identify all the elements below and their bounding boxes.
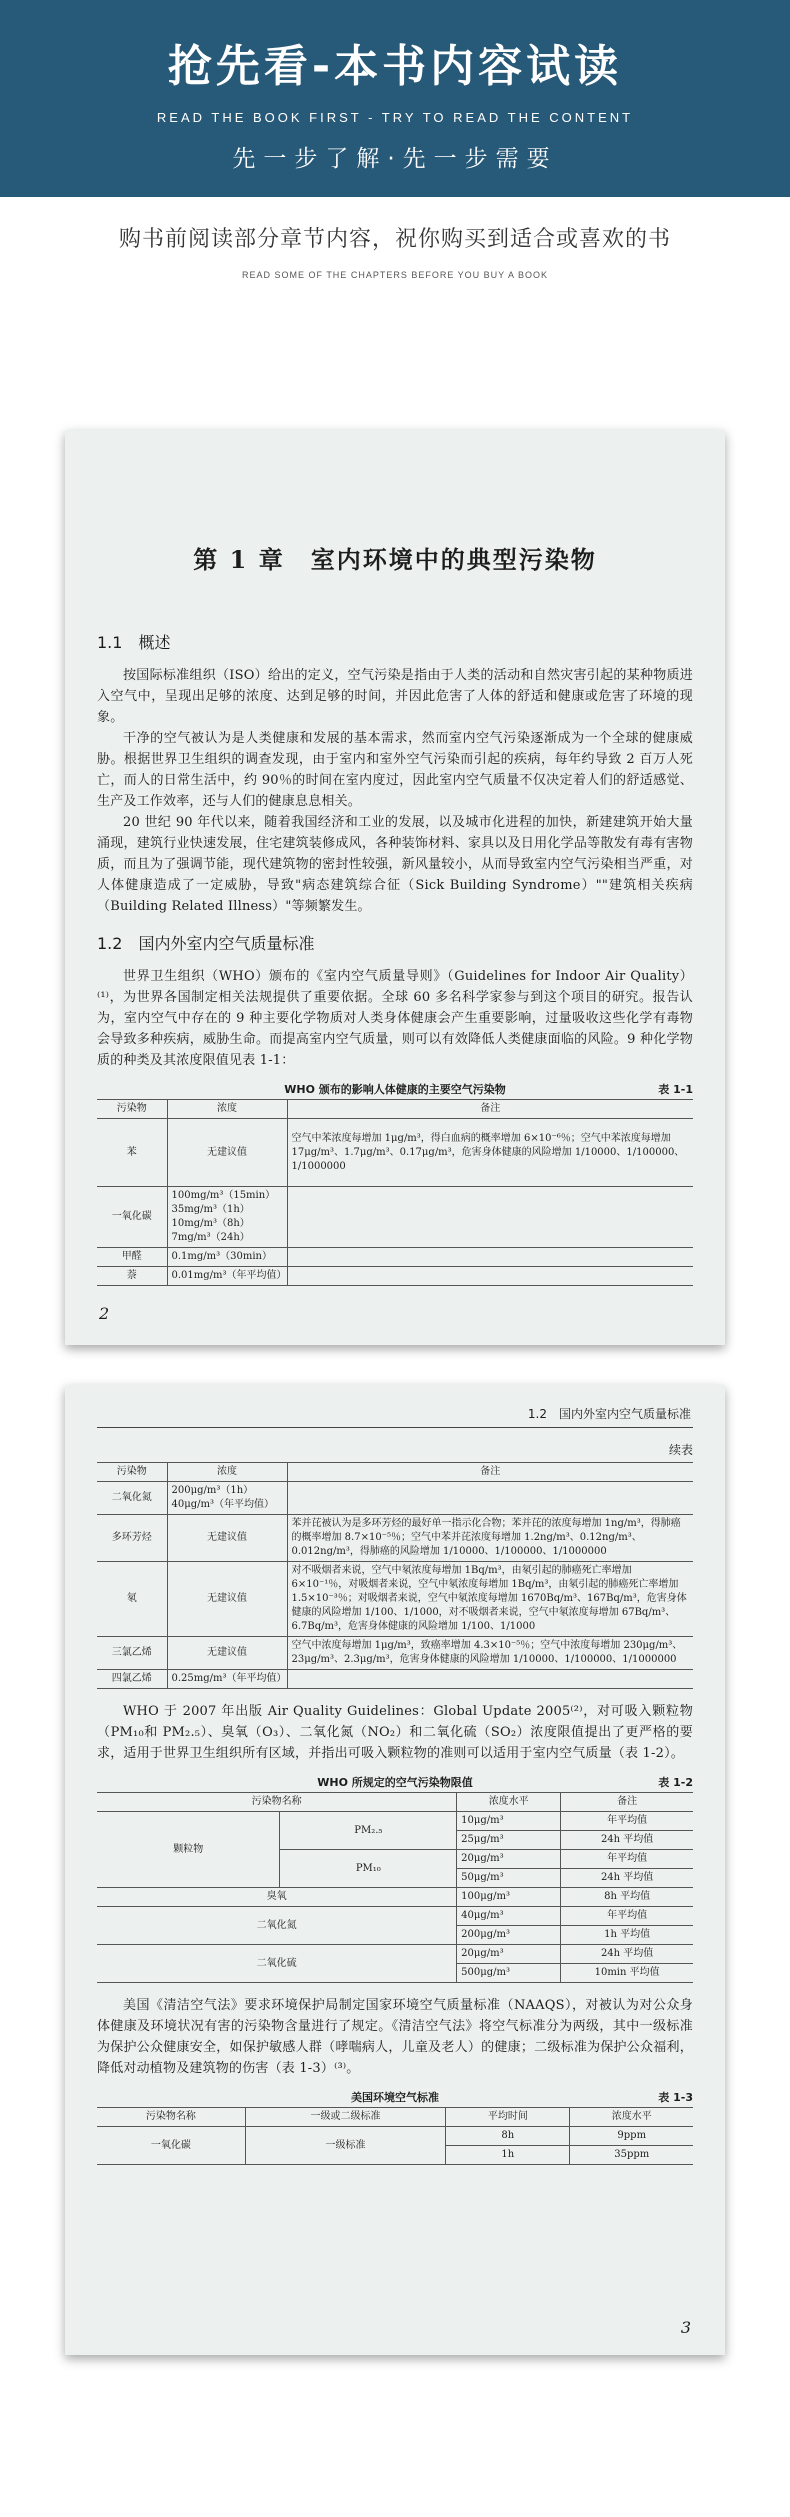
table-cell: 无建议值 [167, 1562, 287, 1637]
table-cell [287, 1248, 693, 1267]
table-row [97, 1562, 693, 1637]
table-row [97, 1267, 693, 1286]
table-cell: 0.1mg/m³（30min） [167, 1248, 287, 1267]
continued-label: 续表 [668, 1443, 693, 1457]
table-cell: 多环芳烃 [97, 1515, 167, 1562]
table-row [97, 2127, 693, 2146]
table-number: 表 1-1 [658, 1083, 693, 1096]
table-caption [97, 1081, 693, 1097]
table-cell: 9ppm [570, 2127, 693, 2146]
table-cell: 10min 平均值 [561, 1964, 693, 1983]
column-header: 浓度 [167, 1100, 287, 1119]
table-cell: PM₂.₅ [280, 1812, 457, 1850]
pollutant-table-continued [97, 1462, 693, 1689]
who-limits-table [97, 1792, 693, 1983]
table-cell: 一级标准 [245, 2127, 445, 2165]
table-caption-text: WHO 颁布的影响人体健康的主要空气污染物 [284, 1083, 506, 1096]
table-caption [97, 2089, 693, 2105]
column-header: 污染物 [97, 1463, 167, 1482]
paragraph: 世界卫生组织（WHO）颁布的《室内空气质量导则》（Guidelines for Indoor Air Quality）⁽¹⁾，为世界各国制定相关法规提供了重要依据。全球 60 多名科学家参与到这个项目的研究。报告认为，室内空气中存在的 9 种主要化学物质对人类身体健康会产生重要影响，过量吸收这些化学有毒物会导致多种疾病，威胁生命。而提高室内空气质量，则可以有效降低人类健康面临的风险。9 种化学物质的种类及其浓度限值见表 1-1： [97, 969, 693, 1068]
table-cell [287, 1670, 693, 1689]
table-header-row [97, 1793, 693, 1812]
paragraph: WHO 于 2007 年出版 Air Quality Guidelines：Global Update 2005⁽²⁾，对可吸入颗粒物（PM₁₀和 PM₂.₅）、臭氧（O₃）、二氧化氮（NO₂）和二氧化硫（SO₂）浓度限值提出了更严格的要求，适用于世界卫生组织所有区域，并指出可吸入颗粒物的准则可以适用于室内空气质量（表 1-2）。 [97, 1704, 693, 1761]
table-caption-text: 美国环境空气标准 [351, 2091, 439, 2104]
table-cell: 甲醛 [97, 1248, 167, 1267]
column-header: 平均时间 [446, 2108, 570, 2127]
table-cell: 颗粒物 [97, 1812, 280, 1888]
column-header: 污染物名称 [97, 1793, 457, 1812]
pollutant-table [97, 1099, 693, 1286]
column-header: 备注 [561, 1793, 693, 1812]
table-cell: 氡 [97, 1562, 167, 1637]
table-cell: 200μg/m³ [457, 1926, 561, 1945]
table-cell: 500μg/m³ [457, 1964, 561, 1983]
table-header-row [97, 1463, 693, 1482]
intro-english: READ SOME OF THE CHAPTERS BEFORE YOU BUY A BOOK [241, 270, 549, 280]
table-cell: 1h 平均值 [561, 1926, 693, 1945]
page-number: 2 [99, 1304, 110, 1323]
paragraph: 美国《清洁空气法》要求环境保护局制定国家环境空气质量标准（NAAQS），对被认为对公众身体健康及环境状况有害的污染物含量进行了规定。《清洁空气法》将空气标准分为两级，其中一级标准为保护公众健康安全，如保护敏感人群（哮喘病人，儿童及老人）的健康；二级标准为保护公众福利，降低对动植物及建筑物的伤害（表 1-3）⁽³⁾。 [97, 1998, 693, 2076]
section-title: 1.2 国内外室内空气质量标准 [97, 934, 315, 953]
table-cell: 无建议值 [167, 1515, 287, 1562]
running-head: 1.2 国内外室内空气质量标准 [527, 1407, 691, 1421]
table-cell: 萘 [97, 1267, 167, 1286]
table-caption [97, 1774, 693, 1790]
table-cell [287, 1187, 693, 1248]
table-row [97, 1515, 693, 1562]
table-cell [287, 1482, 693, 1515]
column-header: 浓度水平 [457, 1793, 561, 1812]
table-cell: 20μg/m³ [457, 1945, 561, 1964]
table-cell: 40μg/m³ [457, 1907, 561, 1926]
page-body [97, 1441, 693, 2165]
table-cell: 年平均值 [561, 1812, 693, 1831]
table-row [97, 1187, 693, 1248]
table-cell: 臭氧 [97, 1888, 457, 1907]
column-header: 浓度水平 [570, 2108, 693, 2127]
table-row [97, 1888, 693, 1907]
book-page-3 [65, 1385, 725, 2355]
table-cell: 100μg/m³ [457, 1888, 561, 1907]
table-cell: 二氧化硫 [97, 1945, 457, 1983]
table-cell: 年平均值 [561, 1907, 693, 1926]
table-cell [287, 1267, 693, 1286]
table-cell: 50μg/m³ [457, 1869, 561, 1888]
table-cell: 苯 [97, 1119, 167, 1187]
page-body [97, 630, 693, 1286]
table-cell: 200μg/m³（1h） 40μg/m³（年平均值） [167, 1482, 287, 1515]
page-number: 3 [680, 2318, 691, 2337]
banner-slogan: 先一步了解·先一步需要 [232, 146, 558, 172]
banner-subtitle: READ THE BOOK FIRST - TRY TO READ THE CONTENT [156, 110, 634, 125]
table-cell: 35ppm [570, 2146, 693, 2165]
table-number: 表 1-3 [658, 2091, 693, 2104]
table-cell: 三氯乙烯 [97, 1637, 167, 1670]
table-cell: 24h 平均值 [561, 1869, 693, 1888]
table-caption-text: WHO 所规定的空气污染物限值 [317, 1776, 473, 1789]
table-cell: PM₁₀ [280, 1850, 457, 1888]
banner-title: 抢先看-本书内容试读 [167, 41, 623, 92]
table-cell: 二氧化氮 [97, 1482, 167, 1515]
table-cell: 24h 平均值 [561, 1831, 693, 1850]
section-title: 1.1 概述 [97, 633, 171, 652]
column-header: 浓度 [167, 1463, 287, 1482]
table-cell: 一氧化碳 [97, 2127, 245, 2165]
chapter-title: 第 1 章 室内环境中的典型污染物 [193, 545, 597, 574]
table-cell: 0.25mg/m³（年平均值） [167, 1670, 287, 1689]
us-standards-table [97, 2107, 693, 2165]
table-header-row [97, 1100, 693, 1119]
table-row [97, 1248, 693, 1267]
table-cell: 四氯乙烯 [97, 1670, 167, 1689]
header-rule [97, 1427, 693, 1428]
table-cell: 对不吸烟者来说，空气中氡浓度每增加 1Bq/m³，由氡引起的肺癌死亡率增加 6×10⁻¹％，对吸烟者来说，空气中氡浓度每增加 1Bq/m³，由氡引起的肺癌死亡率增加 1.5×10⁻³％；对吸烟者来说，空气中氡浓度每增加 1670Bq/m³、167Bq/m³，危害身体健康的风险增加 1/100、1/1000，对不吸烟者来说，空气中氡浓度每增加 67Bq/m³、6.7Bq/m³，危害身体健康的风险增加 1/100、1/1000 [287, 1562, 693, 1637]
table-cell: 无建议值 [167, 1119, 287, 1187]
book-page-2 [65, 430, 725, 1345]
column-header: 污染物名称 [97, 2108, 245, 2127]
table-cell: 20μg/m³ [457, 1850, 561, 1869]
paragraph: 按国际标准组织（ISO）给出的定义，空气污染是指由于人类的活动和自然灾害引起的某种物质进入空气中，呈现出足够的浓度、达到足够的时间，并因此危害了人体的舒适和健康或危害了环境的现象。 [97, 668, 693, 725]
table-row [97, 1637, 693, 1670]
table-cell: 25μg/m³ [457, 1831, 561, 1850]
table-header-row [97, 2108, 693, 2127]
intro-text: 购书前阅读部分章节内容，祝你购买到适合或喜欢的书 [118, 227, 671, 252]
table-cell: 100mg/m³（15min） 35mg/m³（1h） 10mg/m³（8h） 7mg/m³（24h） [167, 1187, 287, 1248]
table-cell: 一氧化碳 [97, 1187, 167, 1248]
table-row [97, 1812, 693, 1831]
column-header: 一级或二级标准 [245, 2108, 445, 2127]
table-cell: 二氧化氮 [97, 1907, 457, 1945]
header-banner [0, 0, 790, 197]
table-cell: 年平均值 [561, 1850, 693, 1869]
table-row [97, 1670, 693, 1689]
table-cell: 8h 平均值 [561, 1888, 693, 1907]
column-header: 备注 [287, 1463, 693, 1482]
table-row [97, 1945, 693, 1964]
table-cell: 0.01mg/m³（年平均值） [167, 1267, 287, 1286]
table-cell: 8h [446, 2127, 570, 2146]
table-cell: 苯并芘被认为是多环芳烃的最好单一指示化合物；苯并芘的浓度每增加 1ng/m³，得肺癌的概率增加 8.7×10⁻⁵％；空气中苯并芘浓度每增加 1.2ng/m³、0.12ng/m³、0.012ng/m³，得肺癌的风险增加 1/10000、1/100000、1/1000000 [287, 1515, 693, 1562]
table-cell: 24h 平均值 [561, 1945, 693, 1964]
table-cell: 1h [446, 2146, 570, 2165]
table-cell: 10μg/m³ [457, 1812, 561, 1831]
table-row [97, 1482, 693, 1515]
paragraph: 干净的空气被认为是人类健康和发展的基本需求，然而室内空气污染逐渐成为一个全球的健康威胁。根据世界卫生组织的调查发现，由于室内和室外空气污染而引起的疾病，每年约导致 2 百万人死亡，而人的日常生活中，约 90％的时间在室内度过，因此室内空气质量不仅决定着人们的舒适感觉、生产及工作效率，还与人们的健康息息相关。 [97, 731, 693, 809]
table-cell: 空气中浓度每增加 1μg/m³，致癌率增加 4.3×10⁻⁵％；空气中浓度每增加 230μg/m³、23μg/m³、2.3μg/m³，危害身体健康的风险增加 1/10000、1/100000、1/1000000 [287, 1637, 693, 1670]
column-header: 备注 [287, 1100, 693, 1119]
table-cell: 空气中苯浓度每增加 1μg/m³，得白血病的概率增加 6×10⁻⁶％；空气中苯浓度每增加 17μg/m³、1.7μg/m³、0.17μg/m³，危害身体健康的风险增加 1/10000、1/100000、1/1000000 [287, 1119, 693, 1187]
column-header: 污染物 [97, 1100, 167, 1119]
table-number: 表 1-2 [658, 1776, 693, 1789]
table-row [97, 1907, 693, 1926]
paragraph: 20 世纪 90 年代以来，随着我国经济和工业的发展，以及城市化进程的加快，新建建筑开始大量涌现，建筑行业快速发展，住宅建筑装修成风，各种装饰材料、家具以及日用化学品等散发有毒有害物质，而且为了强调节能，现代建筑物的密封性较强，新风量较小，从而导致室内空气污染相当严重，对人体健康造成了一定威胁，导致"病态建筑综合征（Sick Building Syndrome）""建筑相关疾病（Building Related Illness）"等频繁发生。 [97, 815, 693, 914]
table-cell: 无建议值 [167, 1637, 287, 1670]
table-row [97, 1119, 693, 1187]
